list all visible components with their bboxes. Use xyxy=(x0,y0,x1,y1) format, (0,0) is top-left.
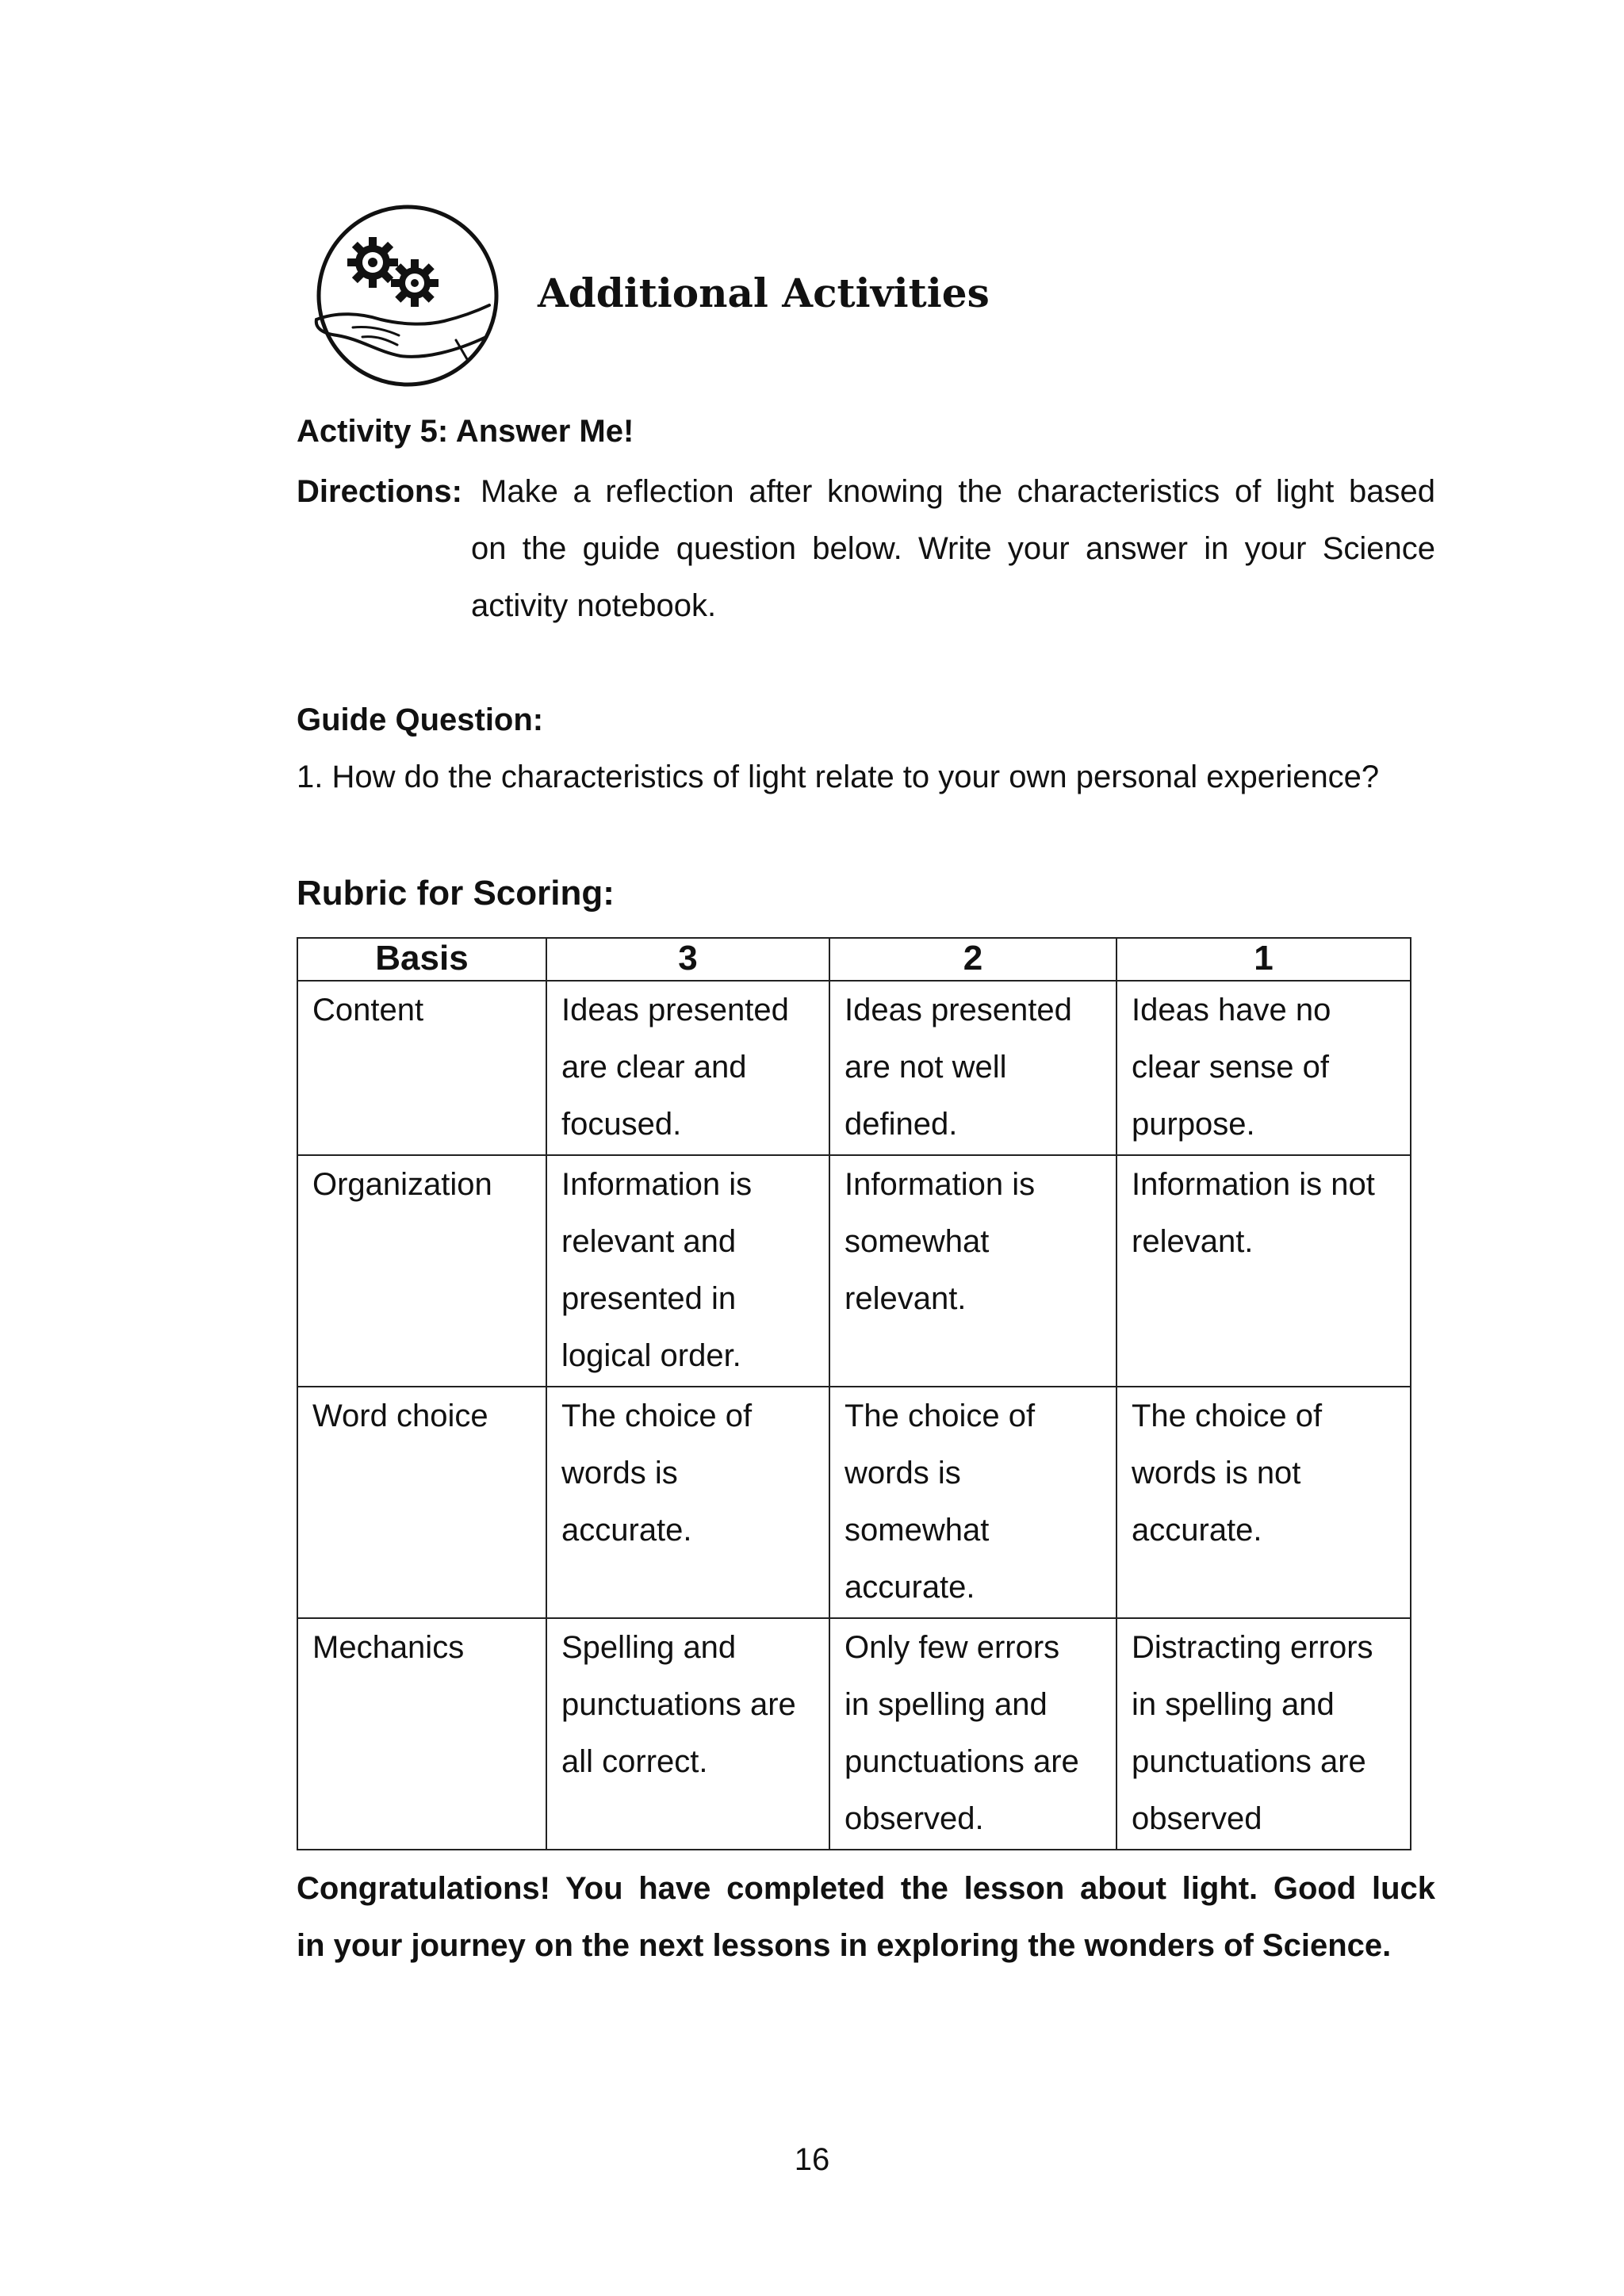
basis-label: Organization xyxy=(312,1167,492,1202)
basis-cell xyxy=(297,1387,546,1618)
cell-line: clear sense of xyxy=(1132,1050,1330,1085)
cell-line: are not well xyxy=(845,1050,1007,1085)
basis-label: Word choice xyxy=(312,1399,488,1433)
header-basis: Basis xyxy=(297,938,546,981)
cell-line: somewhat xyxy=(845,1513,990,1548)
cell-line: accurate. xyxy=(1132,1513,1262,1548)
basis-label: Mechanics xyxy=(312,1630,465,1665)
cell-line: The choice of xyxy=(1132,1399,1323,1433)
rubric-table xyxy=(297,937,1411,1850)
basis-cell xyxy=(297,1155,546,1387)
cell-line: accurate. xyxy=(845,1570,975,1605)
cell-line: punctuations are xyxy=(1132,1744,1366,1779)
score-1-cell xyxy=(1116,1618,1411,1850)
activity-title: Activity 5: Answer Me! xyxy=(297,414,634,449)
cell-line: punctuations are xyxy=(845,1744,1079,1779)
score-3-cell xyxy=(546,1618,829,1850)
rubric-header-row xyxy=(297,938,1411,981)
cell-line: Ideas presented xyxy=(845,993,1072,1027)
score-3-cell xyxy=(546,1155,829,1387)
score-2-cell xyxy=(829,981,1116,1155)
section-title: Additional Activities xyxy=(538,270,990,316)
cell-line: focused. xyxy=(561,1107,682,1142)
closing-line-2: in your journey on the next lessons in exploring the wonders of Science. xyxy=(297,1928,1392,1963)
cell-line: somewhat xyxy=(845,1224,990,1259)
basis-cell xyxy=(297,1618,546,1850)
cell-line: Distracting errors xyxy=(1132,1630,1373,1665)
score-2-cell xyxy=(829,1155,1116,1387)
cell-line: logical order. xyxy=(561,1338,741,1373)
cell-line: The choice of xyxy=(561,1399,753,1433)
directions-line-1: Make a reflection after knowing the characteristics of light based xyxy=(481,474,1435,509)
cell-line: words is not xyxy=(1132,1456,1301,1490)
basis-cell xyxy=(297,981,546,1155)
cell-line: presented in xyxy=(561,1281,737,1316)
cell-line: Only few errors xyxy=(845,1630,1060,1665)
cell-line: Ideas have no xyxy=(1132,993,1331,1027)
rubric-row-word-choice xyxy=(297,1387,1411,1618)
cell-line: Information is not xyxy=(1132,1167,1375,1202)
gears-on-hand-icon xyxy=(305,201,510,391)
rubric-heading: Rubric for Scoring: xyxy=(297,874,615,913)
header-score-1: 1 xyxy=(1116,938,1411,981)
cell-line: all correct. xyxy=(561,1744,708,1779)
cell-line: punctuations are xyxy=(561,1687,796,1722)
page-number: 16 xyxy=(794,2142,830,2177)
score-3-cell xyxy=(546,1387,829,1618)
cell-line: words is xyxy=(561,1456,678,1490)
cell-line: accurate. xyxy=(561,1513,692,1548)
cell-line: Information is xyxy=(845,1167,1036,1202)
rubric-row-content xyxy=(297,981,1411,1155)
score-1-cell xyxy=(1116,981,1411,1155)
score-1-cell xyxy=(1116,1387,1411,1618)
cell-line: observed. xyxy=(845,1801,984,1836)
guide-question: 1. How do the characteristics of light relate to your own personal experience? xyxy=(297,760,1380,794)
cell-line: Ideas presented xyxy=(561,993,789,1027)
directions-line-2: on the guide question below. Write your answer in your Science xyxy=(471,531,1435,566)
cell-line: relevant and xyxy=(561,1224,737,1259)
score-1-cell xyxy=(1116,1155,1411,1387)
cell-line: observed xyxy=(1132,1801,1262,1836)
score-3-cell xyxy=(546,981,829,1155)
cell-line: in spelling and xyxy=(1132,1687,1335,1722)
cell-line: The choice of xyxy=(845,1399,1036,1433)
rubric-row-organization xyxy=(297,1155,1411,1387)
cell-line: relevant. xyxy=(1132,1224,1254,1259)
directions-label: Directions: xyxy=(297,474,462,509)
closing-line-1: Congratulations! You have completed the lesson about light. Good luck xyxy=(297,1871,1435,1906)
basis-label: Content xyxy=(312,993,424,1027)
cell-line: Spelling and xyxy=(561,1630,737,1665)
cell-line: purpose. xyxy=(1132,1107,1255,1142)
score-2-cell xyxy=(829,1387,1116,1618)
header-score-2: 2 xyxy=(829,938,1116,981)
cell-line: are clear and xyxy=(561,1050,747,1085)
score-2-cell xyxy=(829,1618,1116,1850)
cell-line: in spelling and xyxy=(845,1687,1048,1722)
header-score-3: 3 xyxy=(546,938,829,981)
guide-heading: Guide Question: xyxy=(297,702,544,737)
directions-line-3: activity notebook. xyxy=(471,588,717,623)
cell-line: words is xyxy=(845,1456,961,1490)
rubric-row-mechanics xyxy=(297,1618,1411,1850)
cell-line: defined. xyxy=(845,1107,958,1142)
cell-line: Information is xyxy=(561,1167,753,1202)
cell-line: relevant. xyxy=(845,1281,967,1316)
